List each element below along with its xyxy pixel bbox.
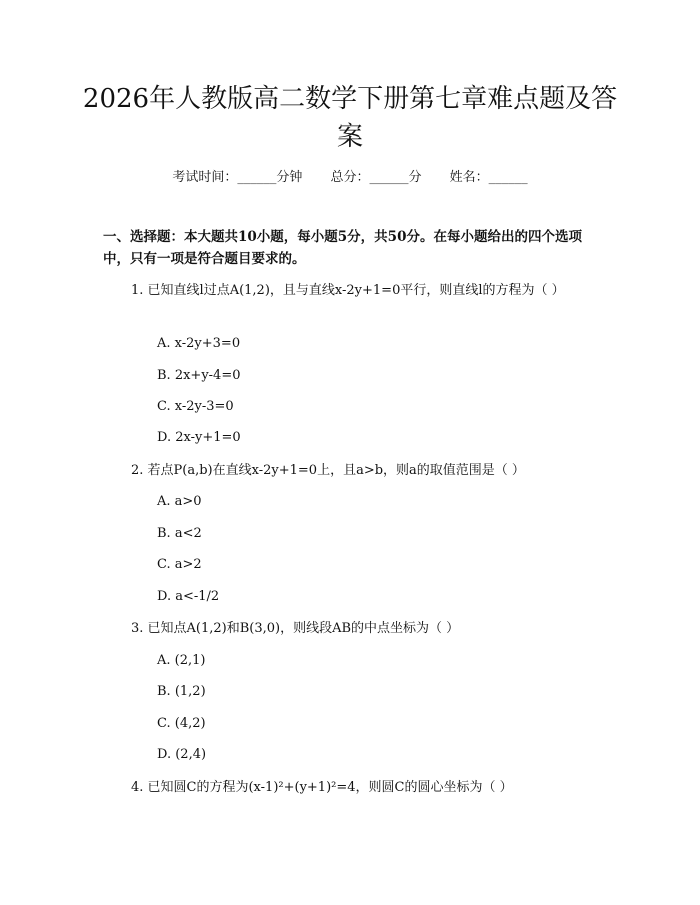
q2-option-b: B. a<2 bbox=[157, 526, 202, 541]
q3-option-b: B. (1,2) bbox=[157, 684, 206, 699]
q3-option-a: A. (2,1) bbox=[157, 653, 206, 668]
q1-option-b: B. 2x+y-4=0 bbox=[157, 368, 241, 383]
section-heading: 一、选择题：本大题共10小题，每小题5分，共50分。在每小题给出的四个选项中，只有一项是符合题目要求的。 bbox=[103, 229, 582, 267]
question-1: 1. 已知直线l过点A(1,2)，且与直线x-2y+1=0平行，则直线l的方程为（ ） bbox=[131, 283, 565, 298]
question-4: 4. 已知圆C的方程为(x-1)²+(y+1)²=4，则圆C的圆心坐标为（ ） bbox=[131, 780, 513, 795]
exam-time: 考试时间：______分钟 bbox=[172, 170, 303, 185]
q1-option-c: C. x-2y-3=0 bbox=[157, 399, 234, 414]
q2-option-a: A. a>0 bbox=[157, 494, 202, 509]
q2-option-c: C. a>2 bbox=[157, 557, 202, 572]
q3-option-d: D. (2,4) bbox=[157, 747, 207, 762]
student-name: 姓名：______ bbox=[449, 170, 528, 185]
q1-option-d: D. 2x-y+1=0 bbox=[157, 430, 241, 445]
question-3: 3. 已知点A(1,2)和B(3,0)，则线段AB的中点坐标为（ ） bbox=[131, 621, 460, 636]
page-title: 2026年人教版高二数学下册第七章难点题及答案 bbox=[82, 84, 618, 152]
q2-option-d: D. a<-1/2 bbox=[157, 589, 220, 604]
q3-option-c: C. (4,2) bbox=[157, 716, 206, 731]
question-2: 2. 若点P(a,b)在直线x-2y+1=0上，且a>b，则a的取值范围是（ ） bbox=[131, 463, 525, 478]
exam-meta bbox=[0, 168, 700, 188]
total-score: 总分：______分 bbox=[330, 170, 422, 185]
q1-option-a: A. x-2y+3=0 bbox=[157, 336, 241, 351]
